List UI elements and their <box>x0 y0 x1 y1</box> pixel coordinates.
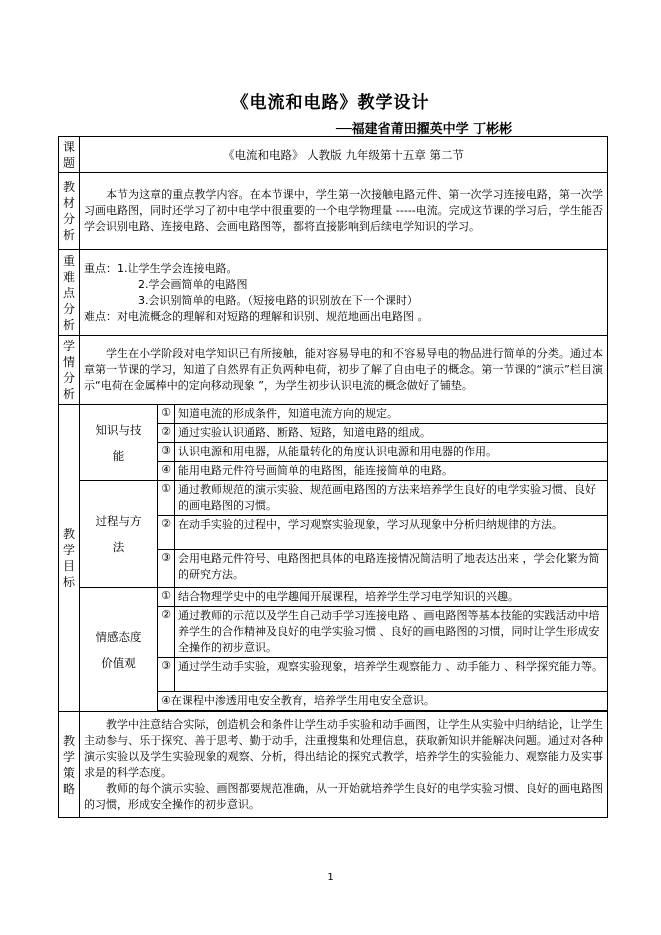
goal-item: 在动手实验的过程中，学习观察实验现象，学习从现象中分析归纳规律的方法。 <box>175 516 608 550</box>
students-text: 学生在小学阶段对电学知识已有所接触，能对容易导电的和不容易导电的物品进行简单的分类。通过本章第一节课的学习，知道了自然界有正负两种电荷，初步了解了自由电子的概念。第一节课的“演示”栏目演示“电荷在金属棒中的定向移动现象 ”，为学生初步认识电流的概念做好了铺垫。 <box>80 336 608 405</box>
item-number: ③ <box>158 550 175 588</box>
item-number: ④ <box>161 694 171 707</box>
lesson-plan-table <box>58 136 608 818</box>
key-line: 3.会识别简单的电路。（短接电路的识别放在下一个课时） <box>138 293 418 307</box>
difficulty-line: 难点：对电流概念的理解和对短路的理解和识别、规范地画出电路图 。 <box>84 309 429 323</box>
item-number: ② <box>158 424 175 443</box>
goal-process-label: 过程与方 法 <box>80 481 158 588</box>
goal-item: 通过教师的示范以及学生自己动手学习连接电路 、画电路图等基本技能的实践活动中培养学生的合作精神及良好的电学实验习惯 、良好的画电路图的习惯，同时让学生形成安全操作的初步意识。 <box>175 607 608 658</box>
goal-knowledge-label: 知识与技 能 <box>80 405 158 481</box>
row-key-points <box>59 250 608 336</box>
item-number: ③ <box>158 443 175 462</box>
row-students <box>59 336 608 405</box>
key-line: 重点：1.让学生学会连接电路。 <box>84 261 238 275</box>
goal-item: 通过教师规范的演示实验、规范画电路图的方法来培养学生良好的电学实验习惯、良好的画电路图的习惯。 <box>175 481 608 516</box>
goal-item: 知道电流的形成条件，知道电流方向的规定。 <box>175 405 608 424</box>
goal-item: 结合物理学史中的电学趣闻开展课程，培养学生学习电学知识的兴趣。 <box>175 588 608 607</box>
item-number: ② <box>158 516 175 550</box>
goal-emotion-row <box>59 588 608 607</box>
row-material <box>59 173 608 250</box>
document-title: 《电流和电路》教学设计 <box>231 93 430 113</box>
topic-text: 《电流和电路》 人教版 九年级第十五章 第二节 <box>80 137 608 173</box>
header-goals: 教 学 目 标 <box>59 405 80 712</box>
key-line: 2.学会画简单的电路图 <box>138 277 248 291</box>
goal-item: 通过学生动手实验，观察实验现象，培养学生观察能力 、动手能力 、科学探究能力等。 <box>175 658 608 692</box>
goal-item-inline: ④在课程中渗透用电安全教育，培养学生用电安全意识。 <box>158 692 608 711</box>
item-number: ③ <box>158 658 175 692</box>
row-topic <box>59 137 608 173</box>
goal-knowledge-row <box>59 405 608 424</box>
header-key-points: 重 难 点 分 析 <box>59 250 80 336</box>
row-strategy <box>59 712 608 818</box>
strategy-text: 教学中注意结合实际，创造机会和条件让学生动手实验和动手画图，让学生从实验中归纳结论，让学生主动参与、乐于探究、善于思考、勤于动手，注重搜集和处理信息，获取新知识并能解决问题。通过对各种演示实验以及学生实验现象的观察、分析，得出结论的探究式教学，培养学生的实验能力、观察能力及实事求是的科学态度。 教师的每个演示实验、画图都要规范准确，从一开始就培养学生良好的电学实验习惯、良好的画电路图的习惯，形成安全操作的初步意识。 <box>80 712 608 818</box>
item-number: ① <box>158 405 175 424</box>
header-strategy: 教 学 策 略 <box>59 712 80 818</box>
header-students: 学 情 分 析 <box>59 336 80 405</box>
item-number: ① <box>158 588 175 607</box>
item-number: ① <box>158 481 175 516</box>
item-number: ② <box>158 607 175 658</box>
key-points-text <box>80 250 608 336</box>
page-number: 1 <box>327 872 334 883</box>
header-material: 教 材 分 析 <box>59 173 80 250</box>
goal-item: 会用电路元件符号、电路图把具体的电路连接情况简洁明了地表达出来 ，学会化繁为简的研究方法。 <box>175 550 608 588</box>
material-text: 本节为这章的重点教学内容。在本节课中，学生第一次接触电路元件、第一次学习连接电路，第一次学习画电路图，同时还学习了初中电学中很重要的一个电学物理量 -----电流。完成这节课的学习后，学生能否学会识别电路、连接电路、会画电路图等，都将直接影响到后续电学知识的学习。 <box>80 173 608 250</box>
goal-process-row <box>59 481 608 516</box>
author-line: ──福建省莆田擢英中学 丁彬彬 <box>336 122 513 137</box>
goal-item: 能用电路元件符号画简单的电路图，能连接简单的电路。 <box>175 462 608 481</box>
goal-emotion-label: 情感态度 价值观 <box>80 588 158 712</box>
item-number: ④ <box>158 462 175 481</box>
header-topic: 课 题 <box>59 137 80 173</box>
goal-item: 认识电源和用电器，从能量转化的角度认识电源和用电器的作用。 <box>175 443 608 462</box>
goal-item: 通过实验认识通路、断路、短路，知道电路的组成。 <box>175 424 608 443</box>
